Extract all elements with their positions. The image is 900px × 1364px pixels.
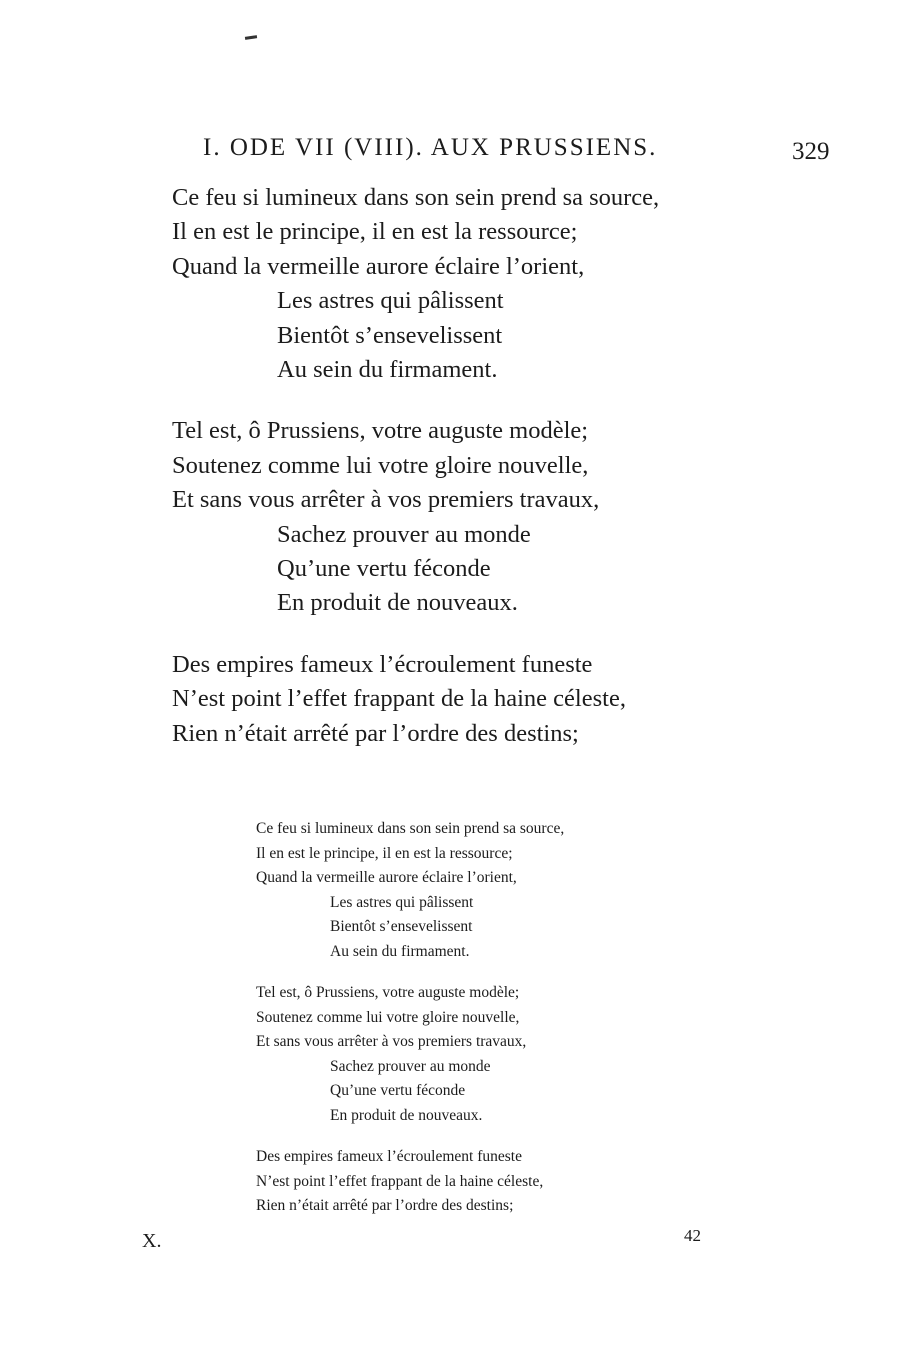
verse-line: Des empires fameux l’écroulement funeste xyxy=(172,650,593,678)
stanza-3 xyxy=(172,648,659,751)
verse-line-indented: Les astres qui pâlissent xyxy=(277,287,504,315)
verse-line: Et sans vous arrêter à vos premiers travaux, xyxy=(172,486,600,514)
verse-line: Soutenez comme lui votre gloire nouvelle, xyxy=(172,451,589,479)
scan-mark xyxy=(245,35,257,40)
signature-mark: 42 xyxy=(684,1226,701,1245)
stanza-3-small xyxy=(256,1145,564,1219)
verse-line: Ce feu si lumineux dans son sein prend sa source, xyxy=(172,184,660,211)
verse-line-indented: Les astres qui pâlissent xyxy=(330,893,474,911)
page-number: 329 xyxy=(792,138,830,165)
stanza-1-small xyxy=(256,817,564,964)
verse-line: Quand la vermeille aurore éclaire l’orient, xyxy=(256,869,517,886)
verse-line: Quand la vermeille aurore éclaire l’orient, xyxy=(172,252,585,280)
page-header xyxy=(0,132,900,172)
verse-line-indented: Bientôt s’ensevelissent xyxy=(277,321,503,349)
verse-line: Des empires fameux l’écroulement funeste xyxy=(256,1148,522,1165)
verse-line: Il en est le principe, il en est la ressource; xyxy=(256,844,513,862)
verse-line: Tel est, ô Prussiens, votre auguste modèle; xyxy=(172,417,589,445)
verse-line: Et sans vous arrêter à vos premiers travaux, xyxy=(256,1033,527,1050)
volume-mark: X. xyxy=(142,1230,162,1252)
verse-line: Rien n’était arrêté par l’ordre des destins; xyxy=(172,719,579,747)
verse-line: Rien n’était arrêté par l’ordre des destins; xyxy=(256,1197,514,1214)
verse-line: N’est point l’effet frappant de la haine céleste, xyxy=(256,1172,544,1190)
verse-line: Ce feu si lumineux dans son sein prend sa source, xyxy=(256,820,565,837)
verse-line: Tel est, ô Prussiens, votre auguste modèle; xyxy=(256,984,520,1001)
verse-line-indented: Sachez prouver au monde xyxy=(330,1057,491,1075)
stanza-2 xyxy=(172,414,659,620)
verse-line-indented: En produit de nouveaux. xyxy=(277,589,518,617)
running-head: I. ODE VII (VIII). AUX PRUSSIENS. xyxy=(203,134,658,161)
verse-line-indented: Sachez prouver au monde xyxy=(277,520,531,548)
verse-line: Soutenez comme lui votre gloire nouvelle, xyxy=(256,1008,520,1026)
verse-line-indented: Bientôt s’ensevelissent xyxy=(330,918,473,935)
verse-line: N’est point l’effet frappant de la haine céleste, xyxy=(172,685,626,713)
verse-line: Il en est le principe, il en est la ressource; xyxy=(172,218,578,246)
verse-line-indented: En produit de nouveaux. xyxy=(330,1106,483,1124)
verse-line-indented: Au sein du firmament. xyxy=(277,356,498,384)
stanza-1 xyxy=(172,181,659,387)
poem-large-text xyxy=(172,181,659,751)
stanza-2-small xyxy=(256,981,564,1128)
verse-line-indented: Au sein du firmament. xyxy=(330,942,470,960)
verse-line-indented: Qu’une vertu féconde xyxy=(330,1082,466,1099)
poem-small-text xyxy=(256,817,564,1219)
verse-line-indented: Qu’une vertu féconde xyxy=(277,555,491,583)
